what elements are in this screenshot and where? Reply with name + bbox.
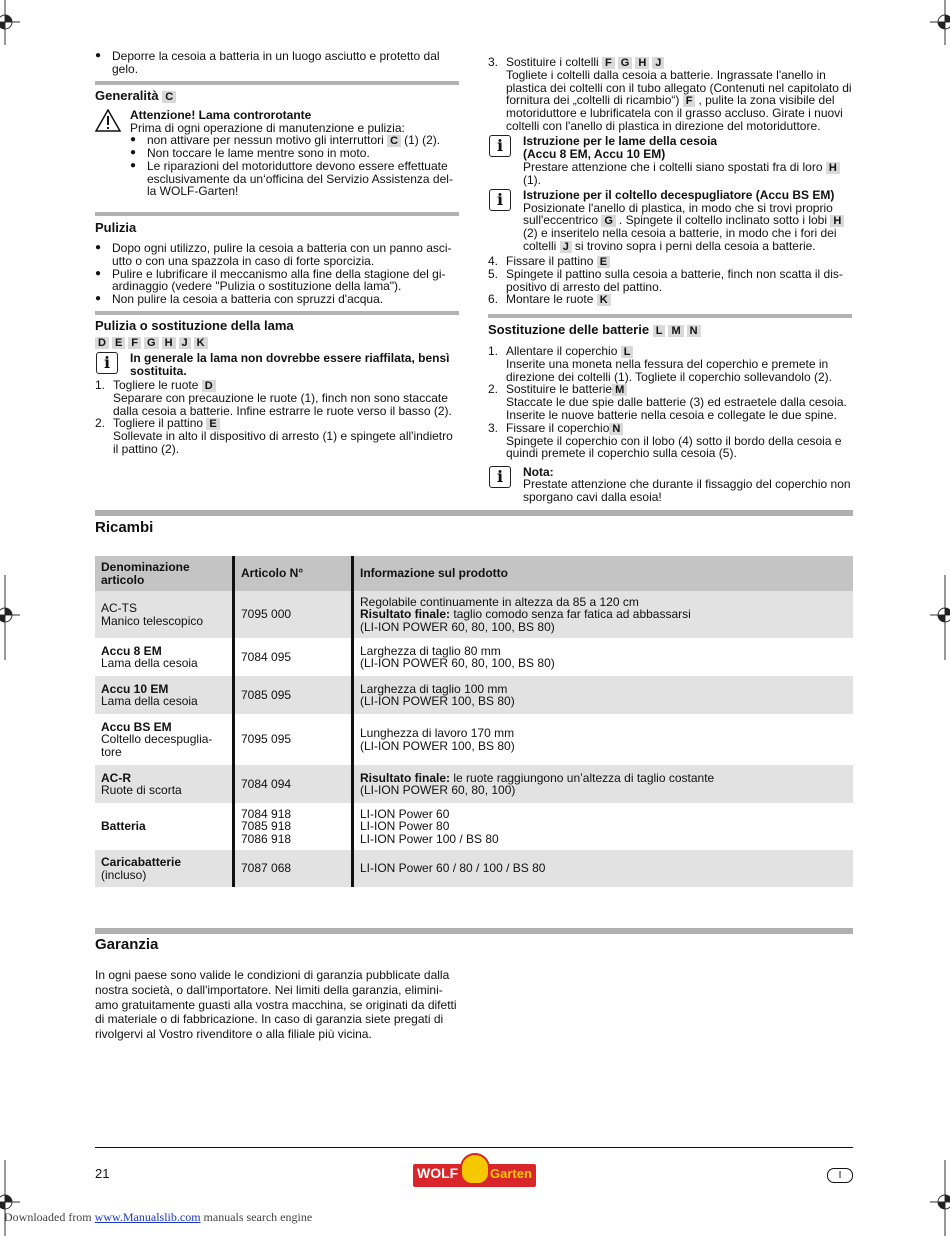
column-header: Articolo N° — [234, 556, 353, 591]
figure-key: E — [112, 337, 125, 349]
info-note: i Nota: Prestate attenzione che durante il fissaggio del coperchio non sporgano cavi dalla esoia! — [488, 466, 852, 504]
table-row: Caricabatterie (incluso) 7087 068 LI-ION Power 60 / 80 / 100 / BS 80 — [95, 850, 853, 887]
figure-key: H — [635, 57, 649, 69]
table-row: Accu 10 EM Lama della cesoia 7085 095 Larghezza di taglio 100 mm (LI-ION POWER 100, BS 80) — [95, 676, 853, 714]
info-icon: i — [489, 466, 511, 488]
right-column — [488, 56, 852, 505]
info-note: i Istruzione per le lame della cesoia (Accu 8 EM, Accu 10 EM) Prestare attenzione che i coltelli siano spostati fra di loro H(1). — [488, 135, 852, 186]
table-row: Accu 8 EM Lama della cesoia 7084 095 Larghezza di taglio 80 mm (LI-ION POWER 60, 80, 100, BS 80) — [95, 638, 853, 676]
table-row: AC-R Ruote di scorta 7084 094 Risultato finale: le ruote raggiungono un’altezza di taglio costante (LI-ION POWER 60, 80, 100) — [95, 765, 853, 803]
warning-block — [95, 109, 459, 198]
info-note: i Istruzione per il coltello decespugliatore (Accu BS EM) Posizionate l'anello di plastica, in modo che si trovi proprio sull'eccentrico G . Spingete il coltello inclinato sotto i lobi H(2) e inseritelo nella cesoia a batterie, in modo che i fori dei coltelli J si trovino sopra i perni della cesoia a batterie. — [488, 189, 852, 253]
figure-key: E — [206, 418, 219, 430]
list-item: 4. Fissare il pattino E — [488, 255, 852, 268]
figure-key: D — [202, 380, 216, 392]
section-title-blade: Pulizia o sostituzione della lama — [95, 318, 294, 334]
section-divider — [95, 212, 459, 216]
figure-key: N — [609, 423, 623, 435]
figure-key: F — [683, 95, 696, 107]
figure-key: E — [597, 256, 610, 268]
warning-list — [130, 134, 459, 197]
list-item: ● Dopo ogni utilizzo, pulire la cesoia a batteria con un panno asci-utto o con una spazzola in caso di forte sporcizia. — [95, 242, 459, 267]
list-item: 2. Togliere il pattino E Sollevate in alto il dispositivo di arresto (1) e spingete all'indietro il pattino (2). — [95, 416, 453, 456]
list-item: ● non attivare per nessun motivo gli interruttori C (1) (2). — [130, 134, 459, 147]
warning-intro: Prima di ogni operazione di manutenzione e pulizia: — [130, 120, 405, 135]
section-title-ricambi: Ricambi — [95, 519, 154, 536]
figure-key: C — [162, 91, 176, 103]
figure-key: K — [597, 294, 611, 306]
table-row: Accu BS EM Coltello decespuglia- tore 7095 095 Lunghezza di lavoro 170 mm (LI-ION POWER 100, BS 80) — [95, 714, 853, 765]
info-icon: i — [489, 135, 511, 157]
section-divider — [95, 928, 853, 934]
figure-key: G — [601, 215, 616, 227]
footer-divider — [95, 1147, 853, 1148]
section-divider — [95, 81, 459, 85]
figure-key: D — [95, 337, 109, 349]
section-divider — [95, 311, 459, 315]
figure-key: G — [144, 337, 159, 349]
figure-key: J — [652, 57, 664, 69]
figure-key: F — [602, 57, 615, 69]
manualslib-link[interactable]: www.Manualslib.com — [94, 1210, 201, 1224]
info-icon: i — [96, 352, 118, 374]
wolf-garten-logo — [413, 1153, 536, 1189]
list-item: 1. Allentare il coperchio L Inserite una moneta nella fessura del coperchio e premete in direzione dei coltelli (1). Togliete il coperchio sollevandolo (2). — [488, 344, 832, 384]
list-item: 1. Togliere le ruote D Separare con precauzione le ruote (1), finch non sono staccate dalla cesoia a batterie. Infine estrarre le ruote verso il basso (2). — [95, 378, 452, 418]
figure-key: G — [618, 57, 633, 69]
warranty-text: In ogni paese sono valide le condizioni di garanzia pubblicate dalla nostra società, o dall'importatore. Nei limiti della garanzia, elimini-amo gratuitamente guasti alla vostra macchina, se originati da difetti di materiale o di fabbricazione. In caso di garanzia siete pregati di rivolgervi al Vostro rivenditore o alla filiale più vicina. — [95, 968, 457, 1042]
figure-key: H — [826, 162, 840, 174]
info-icon: i — [489, 189, 511, 211]
list-item: ● Deporre la cesoia a batteria in un luogo asciutto e protetto dal gelo. — [95, 50, 459, 75]
figure-key: M — [668, 325, 683, 337]
figure-key: F — [128, 337, 141, 349]
column-header: Denominazione articolo — [95, 556, 234, 591]
list-item: ● Le riparazioni del motoriduttore devono essere effettuate esclusivamente da un‘officina del Servizio Assistenza del-la WOLF-Garten! — [130, 160, 459, 198]
list-item: ● Non pulire la cesoia a batteria con spruzzi d'acqua. — [95, 293, 459, 306]
blade-steps — [95, 379, 459, 455]
section-title-batteries: Sostituzione delle batterie L M N — [488, 324, 852, 337]
blade-steps-continued — [488, 56, 852, 132]
figure-key: M — [612, 384, 627, 396]
figure-key: L — [621, 346, 634, 358]
figure-key: H — [830, 215, 844, 227]
spare-parts-table — [95, 556, 853, 887]
section-title-garanzia: Garanzia — [95, 936, 159, 953]
section-divider — [95, 510, 853, 516]
logo-garten-text: Garten — [490, 1166, 532, 1181]
country-badge: I — [827, 1168, 853, 1183]
list-item: ● Pulire e lubrificare il meccanismo alla fine della stagione del gi-ardinaggio (vedere "Pulizia o sostituzione della lama"). — [95, 268, 459, 293]
section-divider — [488, 314, 852, 318]
list-item: 5. Spingete il pattino sulla cesoia a batterie, finch non scatta il dis-positivo di arresto del pattino. — [488, 266, 843, 294]
page-number: 21 — [95, 1166, 110, 1181]
figure-key: C — [387, 135, 401, 147]
list-item: 3. Fissare il coperchio N Spingete il coperchio con il lobo (4) sotto il bordo della cesoia e quindi premete il coperchio sulla cesoia (5). — [488, 420, 842, 461]
warning-triangle-icon — [95, 109, 121, 132]
figure-keys — [95, 336, 459, 349]
list-item: 6. Montare le ruote K — [488, 293, 852, 306]
download-note: Downloaded from www.Manualslib.com manuals search engine — [4, 1210, 313, 1224]
table-header-row — [95, 556, 853, 591]
storage-bullet-list — [95, 50, 459, 75]
table-row: Batteria 7084 918 7085 918 7086 918 LI-ION Power 60 LI-ION Power 80 LI-ION Power 100 / BS 80 — [95, 803, 853, 850]
logo-wolf-text: WOLF — [417, 1165, 459, 1181]
list-item: 3. Sostituire i coltelli F G H J Togliete i coltelli dalla cesoia a batterie. Ingrassate l'anello in plastica dei coltelli con il tubo allegato (Contenuti nel capitolato di fornitura dei „coltelli di ricambio“) F , pulite la zona visibile del motoriduttore e lubrificatela con il grasso accluso. Girate i nuovi coltelli con l'anello di plastica in direzione del motoriduttore. — [488, 55, 852, 133]
figure-key: J — [179, 337, 191, 349]
figure-key: K — [194, 337, 208, 349]
figure-key: L — [653, 325, 666, 337]
battery-steps — [488, 345, 852, 460]
warning-title: Attenzione! Lama controrotante — [130, 108, 312, 123]
figure-key: H — [162, 337, 176, 349]
list-item: ● Non toccare le lame mentre sono in moto. — [130, 147, 459, 160]
section-title-generalita: Generalità C — [95, 90, 459, 103]
cleaning-list — [95, 242, 459, 305]
left-column — [95, 50, 459, 455]
blade-steps-final — [488, 255, 852, 306]
section-title-pulizia: Pulizia — [95, 219, 137, 235]
column-header: Informazione sul prodotto — [353, 556, 854, 591]
info-note: i In generale la lama non dovrebbe essere riaffilata, bensì sostituita. — [95, 352, 459, 377]
figure-key: N — [687, 325, 701, 337]
figure-key: J — [560, 241, 572, 253]
list-item: 2. Sostituire le batterie M Staccate le due spie dalle batterie (3) ed estraetele dalla cesoia. Inserite le nuove batterie nella cesoia e collegate le due spine. — [488, 382, 847, 422]
table-row: AC-TS Manico telescopico 7095 000 Regolabile continuamente in altezza da 85 a 120 cm Risultato finale: taglio comodo senza far fatica ad abbassarsi (LI-ION POWER 60, 80, 100, BS 80) — [95, 591, 853, 638]
